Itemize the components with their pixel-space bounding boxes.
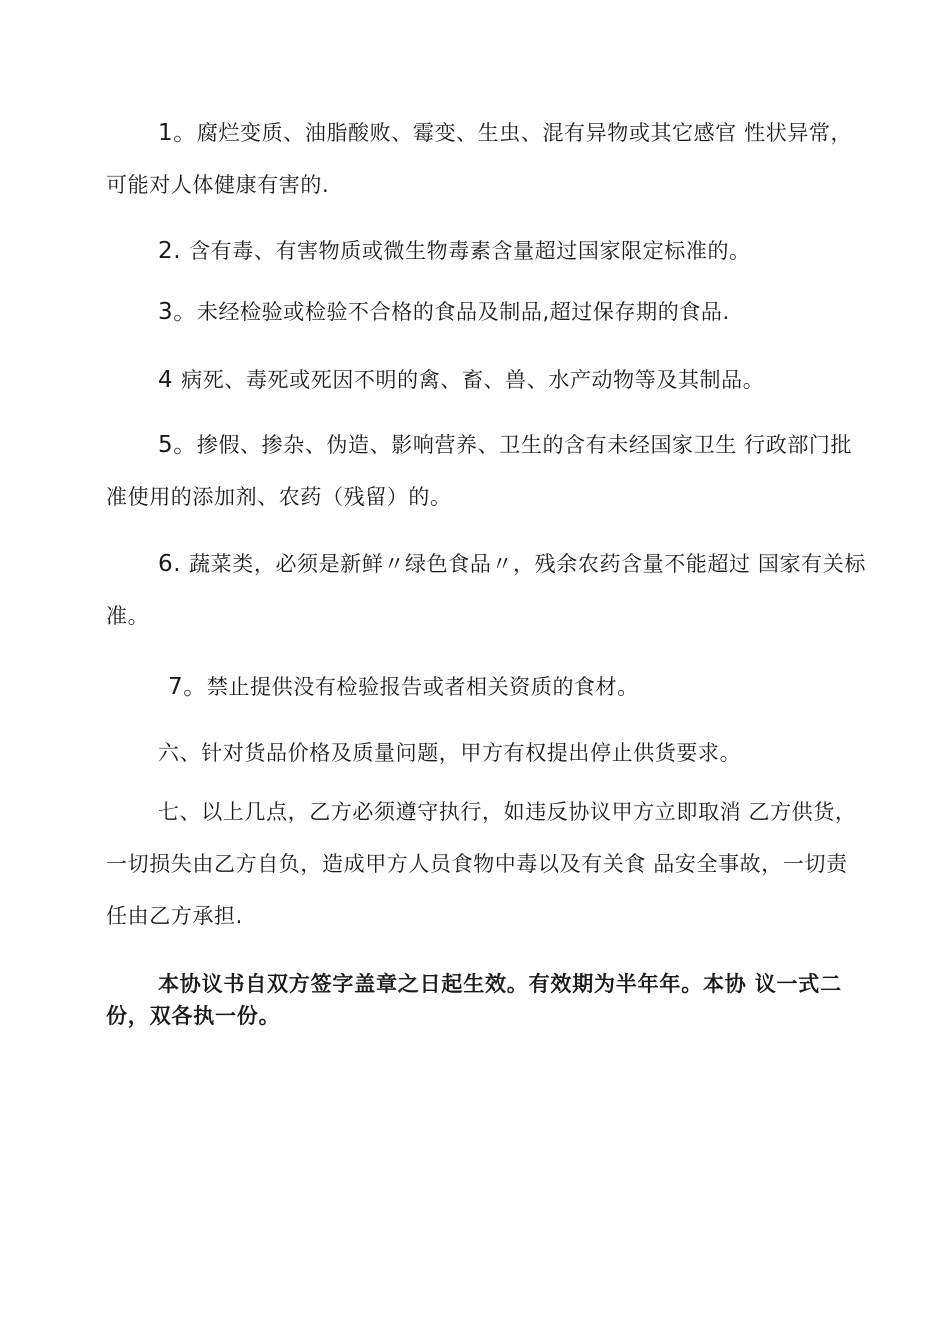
item-3-text: 未经检验或检验不合格的食品及制品,超过保存期的食品. — [196, 300, 730, 324]
item-3-number: 3。 — [158, 299, 197, 325]
item-2-text: 含有毒、有害物质或微生物毒素含量超过国家限定标准的。 — [189, 239, 751, 263]
item-3 — [106, 286, 866, 338]
clause-7: 七、以上几点，乙方必须遵守执行，如违反协议甲方立即取消 乙方供货，一切损失由乙方自负，造成甲方人员食物中毒以及有关食 品安全事故，一切责任由乙方承担. — [106, 800, 857, 928]
item-4-text: 病死、毒死或死因不明的禽、畜、兽、水产动物等及其制品。 — [181, 368, 765, 392]
item-1 — [106, 107, 866, 211]
item-1-text: 腐烂变质、油脂酸败、霉变、生虫、混有异物或其它感官 性状异常，可能对人体健康有害的. — [106, 121, 853, 197]
clause-6: 六、针对货品价格及质量问题，甲方有权提出停止供货要求。 — [158, 741, 742, 765]
item-7-text: 禁止提供没有检验报告或者相关资质的食材。 — [206, 675, 639, 699]
item-6 — [106, 538, 866, 642]
item-6-text: 蔬菜类，必须是新鲜〃绿色食品〃，残余农药含量不能超过 国家有关标准。 — [106, 552, 866, 628]
closing-statement: 本协议书自双方签字盖章之日起生效。有效期为半年年。本协 议一式二份，双各执一份。 — [106, 972, 842, 1028]
item-2-number: 2. — [158, 238, 190, 264]
item-4 — [106, 354, 866, 406]
item-7-number: 7。 — [168, 674, 207, 700]
item-5-number: 5。 — [158, 432, 197, 458]
item-5-text: 掺假、掺杂、伪造、影响营养、卫生的含有未经国家卫生 行政部门批准使用的添加剂、农药（残留）的。 — [106, 433, 853, 509]
item-5 — [106, 419, 866, 523]
item-4-number: 4 — [158, 367, 182, 393]
item-1-number: 1。 — [158, 120, 197, 146]
item-7 — [106, 661, 866, 713]
item-6-number: 6. — [158, 551, 190, 577]
item-2 — [106, 225, 866, 277]
